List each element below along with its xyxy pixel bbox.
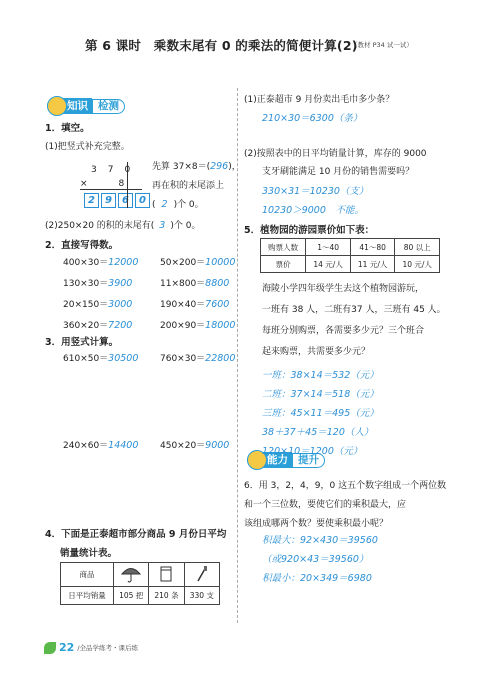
q1-part2: (2)250×20 的积的末尾有( 3 )个 0。 (45, 220, 201, 231)
table-cell: 41～80 (350, 239, 395, 256)
table-cell: 票价 (261, 256, 306, 273)
q3-item: 240×60＝14400 (63, 440, 139, 451)
page-number: 22 (59, 641, 75, 654)
table-header-product: 商品 (61, 563, 114, 587)
q4-part1: (1)正泰超市 9 月份卖出毛巾多少条？ (244, 95, 395, 105)
q4-answer2b: 10230＞9000 不能。 (262, 205, 364, 216)
leaf-icon (44, 642, 56, 654)
q6-text-line: 该组成哪两个数？要使乘积最小呢？ (244, 519, 389, 529)
q3-label: 3．用竖式计算。 (45, 337, 119, 348)
q2-item: 200×90＝18000 (160, 320, 236, 331)
table-cell: 210 条 (149, 587, 184, 605)
q1-side-2: 再在积的末尾添上 (152, 181, 225, 191)
q5-answer-line: 38＋37＋45＝120（人） (262, 427, 374, 438)
q5-answer-line: 三班：45×11＝495（元） (262, 408, 379, 419)
table-cell: 330 支 (184, 587, 219, 605)
q2-item: 20×150＝3000 (63, 299, 133, 310)
q1-label: 1．填空。 (45, 123, 90, 134)
q1-side-3: ( 2 )个 0。 (152, 199, 204, 210)
section-badge-ability: 能力 提升 (247, 452, 325, 468)
q2-item: 50×200＝10000 (160, 257, 236, 268)
vertical-multiplier: × 8 (80, 179, 126, 189)
q6-answer-line: （或920×43＝39560） (262, 554, 369, 565)
q6-answer-line: 积最大：92×430＝39560 (262, 535, 378, 546)
q2-item: 360×20＝7200 (63, 320, 133, 331)
lightbulb-icon (47, 96, 67, 116)
table-cell: 10 元/人 (395, 256, 440, 273)
q6-text-line: 和一个三位数，要使它们的乘积最大，应 (244, 500, 407, 510)
q1-side-1: 先算 37×8＝(296)， (152, 161, 241, 172)
q4-answer1: 210×30＝6300（条） (262, 113, 363, 124)
vertical-result: 2 9 6 0 (84, 193, 150, 208)
book-name: /全品学练考・课后练 (77, 644, 139, 652)
q5-text-line: 一班有 38 人，二班有37 人，三班有 45 人。 (262, 305, 446, 315)
q5-answer-line: 120×10＝1200（元） (262, 446, 363, 457)
q2-item: 11×800＝8800 (160, 278, 230, 289)
q2-item: 130×30＝3900 (63, 278, 133, 289)
towel-icon (149, 563, 184, 587)
q5-answer-line: 一班：38×14＝532（元） (262, 370, 379, 381)
table-cell: 14 元/人 (306, 256, 351, 273)
table-header-sales: 日平均销量 (61, 587, 114, 605)
footer (44, 641, 138, 654)
sales-table (60, 562, 220, 605)
table-cell: 105 把 (114, 587, 149, 605)
vertical-align-line (127, 162, 128, 208)
umbrella-icon (114, 563, 149, 587)
q2-label: 2．直接写得数。 (45, 240, 119, 251)
ticket-price-table (260, 238, 440, 273)
table-cell: 购票人数 (261, 239, 306, 256)
q1-part1: (1)把竖式补充完整。 (45, 142, 130, 152)
q4-label-line1: 4．下面是正泰超市部分商品 9 月份日平均 (45, 529, 227, 540)
page-title: 第 6 课时 乘数末尾有 0 的乘法的简便计算(2) (85, 38, 358, 53)
q5-label: 5．植物园的游园票价如下表： (244, 225, 375, 236)
q4-part2-line1: (2)按照表中的日平均销量计算，库存的 9000 (244, 149, 427, 159)
q3-item: 450×20＝9000 (160, 440, 230, 451)
textbook-reference: （教材 P34 试一试） (351, 41, 413, 49)
q2-item: 400×30＝12000 (63, 257, 139, 268)
toothbrush-icon (184, 563, 219, 587)
q5-text-line: 每班分别购票，各需要多少元？三个班合 (262, 326, 425, 336)
q3-item: 760×30＝22800 (160, 353, 236, 364)
vertical-top: 3 7 0 (91, 165, 132, 175)
q4-label-line2: 销量统计表。 (60, 548, 118, 559)
table-cell: 11 元/人 (350, 256, 395, 273)
vertical-line (80, 189, 142, 190)
q5-answer-line: 二班：37×14＝518（元） (262, 389, 379, 400)
q4-answer2a: 330×31＝10230（支） (262, 186, 369, 197)
table-cell: 1～40 (306, 239, 351, 256)
q5-text-line: 海陵小学四年级学生去这个植物园游玩， (262, 284, 425, 294)
section-badge-knowledge: 知识 检测 (47, 98, 125, 114)
q6-text-line: 6．用 3，2，4，9，0 这五个数字组成一个两位数 (244, 481, 447, 491)
q3-item: 610×50＝30500 (63, 353, 139, 364)
q6-answer-line: 积最小：20×349＝6980 (262, 573, 372, 584)
table-cell: 80 以上 (395, 239, 440, 256)
q4-part2-line2: 支牙刷能满足 10 月份的销售需要吗？ (262, 167, 415, 177)
q5-text-line: 起来购票，共需要多少元？ (262, 347, 371, 357)
q2-item: 190×40＝7600 (160, 299, 230, 310)
